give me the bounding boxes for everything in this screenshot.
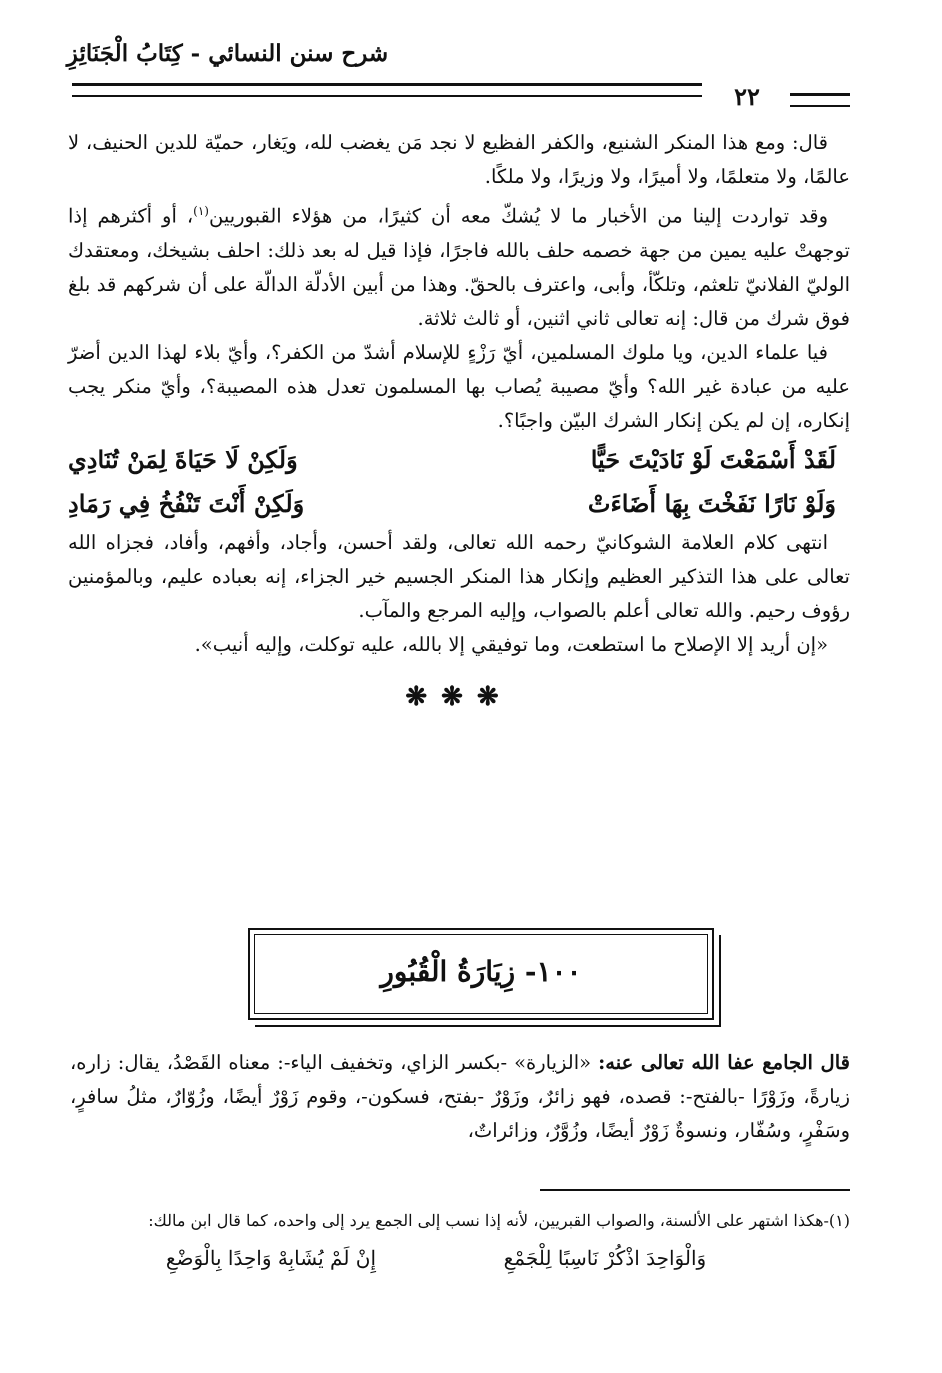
footnote-text: (١)-هكذا اشتهر على الألسنة، والصواب القبريين، لأنه إذا نسب إلى الجمع يرد إلى واحده، كما قال ابن مالك: <box>148 1211 850 1230</box>
poem-verse-1 <box>68 438 850 482</box>
chapter-title: ١٠٠- زِيَارَةُ الْقُبُورِ <box>380 955 582 988</box>
paragraph-4: انتهى كلام العلامة الشوكانيّ رحمه الله تعالى، ولقد أحسن، وأجاد، وأفهم، وأفاد، فجزاه الله تعالى على هذا التذكير العظيم وإنكار هذا المنكر الجسيم خير الجزاء، إنه بعباده عليم، وبالمؤمنين رؤوف رحيم. والله تعالى أعلم بالصواب، وإليه المرجع والمآب. <box>68 530 850 622</box>
main-text <box>68 126 850 714</box>
paragraph-5: «إن أريد إلا الإصلاح ما استطعت، وما توفيقي إلا بالله، عليه توكلت، وإليه أنيب». <box>194 632 828 656</box>
header-rule <box>72 83 702 97</box>
page-number: ٢٢ <box>734 82 760 111</box>
footnote-verse-second-hemistich: إِنْ لَمْ يُشَابِهْ وَاحِدًا بِالْوَضْعِ <box>165 1246 377 1270</box>
footnote-verse-first-hemistich: وَالْوَاحِدَ اذْكُرْ نَاسِبًا لِلْجَمْعِ <box>503 1246 707 1270</box>
paragraph-2 <box>68 194 850 336</box>
section-text <box>70 1046 850 1148</box>
verse-1-second-hemistich: وَلَكِنْ لَا حَيَاةَ لِمَنْ تُنَادِي <box>68 444 298 474</box>
paragraph-2-start: وقد تواردت إلينا من الأخبار ما لا يُشكّ معه أن كثيرًا، من هؤلاء القبوريين <box>208 204 828 228</box>
page-number-rule <box>790 93 850 107</box>
section-lead: قال الجامع عفا الله تعالى عنه: <box>598 1051 850 1074</box>
chapter-heading-box <box>248 928 714 1020</box>
section-paragraph <box>70 1046 850 1148</box>
verse-2-first-hemistich: وَلَوْ نَارًا نَفَخْتَ بِهَا أَضَاءَتْ <box>587 488 836 518</box>
paragraph-2-end: ، أو أكثرهم إذا توجهتْ عليه يمين من جهة خصمه حلف بالله فاجرًا، فإذا قيل له بعد ذلك: احلف بشيخك، ومعتقدك الوليّ الفلانيّ تلعثم، وتلكّأ، وأبى، واعترف بالحقّ. وهذا من أبين الأدلّة الدالّة على أن شركهم قد بلغ فوق شرك من قال: إنه تعالى ثاني اثنين، أو ثالث ثلاثة. <box>68 204 850 330</box>
paragraph-3: فيا علماء الدين، ويا ملوك المسلمين، أيّ رَزْءٍ للإسلام أشدّ من الكفر؟، وأيّ بلاء لهذا الدين أضرّ عليه من عبادة غير الله؟ وأيّ مصيبة يُصاب بها المسلمون تعدل هذه المصيبة؟، وأيّ منكر يجب إنكاره، إن لم يكن إنكار الشرك البيّن واجبًا؟. <box>68 340 850 432</box>
footnote <box>72 1208 850 1278</box>
verse-1-first-hemistich: لَقَدْ أَسْمَعْتَ لَوْ نَادَيْتَ حَيًّا <box>590 444 836 474</box>
footnote-verse <box>72 1234 850 1278</box>
paragraph-1: قال: ومع هذا المنكر الشنيع، والكفر الفظيع لا نجد مَن يغضب لله، ويَغار، حميّة للدين الحنيف، لا عالمًا، ولا متعلمًا، ولا أميرًا، ولا وزيرًا، ولا ملكًا. <box>68 131 850 188</box>
poem-verse-2 <box>68 482 850 526</box>
running-title: شرح سنن النسائي - كِتَابُ الْجَنَائِزِ <box>66 40 389 67</box>
footnote-separator <box>540 1189 850 1191</box>
footnote-reference[interactable]: (١) <box>193 204 209 218</box>
verse-2-second-hemistich: وَلَكِنْ أَنْتَ تَنْفُخُ فِي رَمَادِ <box>68 488 305 518</box>
section-divider-stars: ❋❋❋ <box>405 681 513 712</box>
section-body: «الزيارة» -بكسر الزاي، وتخفيف الياء-: معناه القَصْدُ، يقال: زاره، زيارةً، وزَوْرًا -بالفتح-: قصده، فهو زائرٌ، وزَوْرٌ -بفتح، فسكون-، وقوم زَوْرٌ أيضًا، وزُوّارٌ، مثلُ سافرٍ، وسَفْرٍ، وسُفّار، ونسوةٌ زَوْرٌ أيضًا، وزُوَّرٌ، وزائراتٌ، <box>70 1051 850 1142</box>
